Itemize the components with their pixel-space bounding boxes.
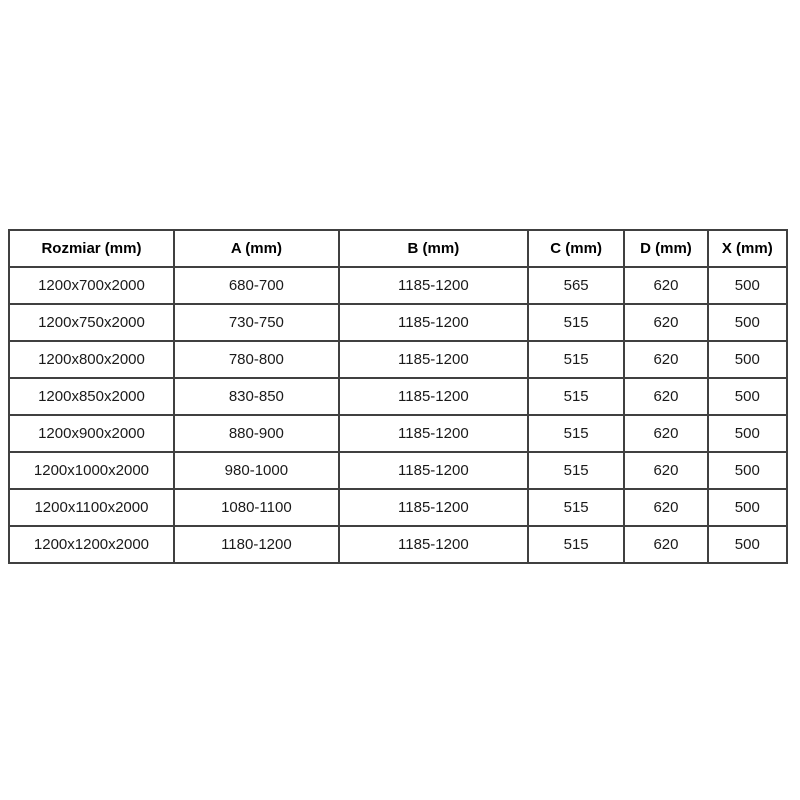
table-cell: 620: [624, 489, 707, 526]
table-cell: 620: [624, 415, 707, 452]
table-cell: 500: [708, 526, 787, 563]
table-cell: 500: [708, 304, 787, 341]
table-cell: 515: [528, 304, 624, 341]
table-row: [9, 415, 787, 452]
table-cell: 1185-1200: [339, 452, 528, 489]
table-cell: 780-800: [174, 341, 339, 378]
table-cell: 500: [708, 415, 787, 452]
table-cell: 1200x850x2000: [9, 378, 174, 415]
column-header: X (mm): [708, 230, 787, 267]
table-row: [9, 452, 787, 489]
table-row: [9, 341, 787, 378]
table-cell: 620: [624, 452, 707, 489]
dimensions-table: [8, 229, 788, 564]
column-header: B (mm): [339, 230, 528, 267]
table-cell: 730-750: [174, 304, 339, 341]
table-cell: 1200x700x2000: [9, 267, 174, 304]
size-table-body: [9, 267, 787, 563]
column-header: D (mm): [624, 230, 707, 267]
table-cell: 515: [528, 415, 624, 452]
table-row: [9, 378, 787, 415]
table-cell: 980-1000: [174, 452, 339, 489]
table-cell: 500: [708, 341, 787, 378]
table-cell: 680-700: [174, 267, 339, 304]
table-cell: 500: [708, 489, 787, 526]
table-row: [9, 304, 787, 341]
column-header: C (mm): [528, 230, 624, 267]
table-row: [9, 267, 787, 304]
table-cell: 620: [624, 267, 707, 304]
table-cell: 880-900: [174, 415, 339, 452]
table-cell: 500: [708, 452, 787, 489]
table-cell: 1185-1200: [339, 304, 528, 341]
table-cell: 1185-1200: [339, 415, 528, 452]
table-cell: 1080-1100: [174, 489, 339, 526]
table-cell: 515: [528, 341, 624, 378]
table-cell: 1185-1200: [339, 526, 528, 563]
table-cell: 500: [708, 267, 787, 304]
table-cell: 620: [624, 378, 707, 415]
column-header: A (mm): [174, 230, 339, 267]
table-cell: 620: [624, 341, 707, 378]
table-cell: 1185-1200: [339, 378, 528, 415]
table-header-row: [9, 230, 787, 267]
table-cell: 620: [624, 304, 707, 341]
table-cell: 515: [528, 378, 624, 415]
table-cell: 620: [624, 526, 707, 563]
table-cell: 500: [708, 378, 787, 415]
table-cell: 830-850: [174, 378, 339, 415]
table-cell: 1200x900x2000: [9, 415, 174, 452]
table-cell: 1200x750x2000: [9, 304, 174, 341]
table-cell: 515: [528, 526, 624, 563]
table-cell: 1185-1200: [339, 341, 528, 378]
table-cell: 1200x1200x2000: [9, 526, 174, 563]
table-cell: 1180-1200: [174, 526, 339, 563]
table-cell: 1200x800x2000: [9, 341, 174, 378]
table-cell: 1185-1200: [339, 489, 528, 526]
table-row: [9, 489, 787, 526]
table-cell: 1185-1200: [339, 267, 528, 304]
table-row: [9, 526, 787, 563]
table-cell: 1200x1100x2000: [9, 489, 174, 526]
table-cell: 565: [528, 267, 624, 304]
table-cell: 515: [528, 489, 624, 526]
table-cell: 515: [528, 452, 624, 489]
table-cell: 1200x1000x2000: [9, 452, 174, 489]
column-header: Rozmiar (mm): [9, 230, 174, 267]
